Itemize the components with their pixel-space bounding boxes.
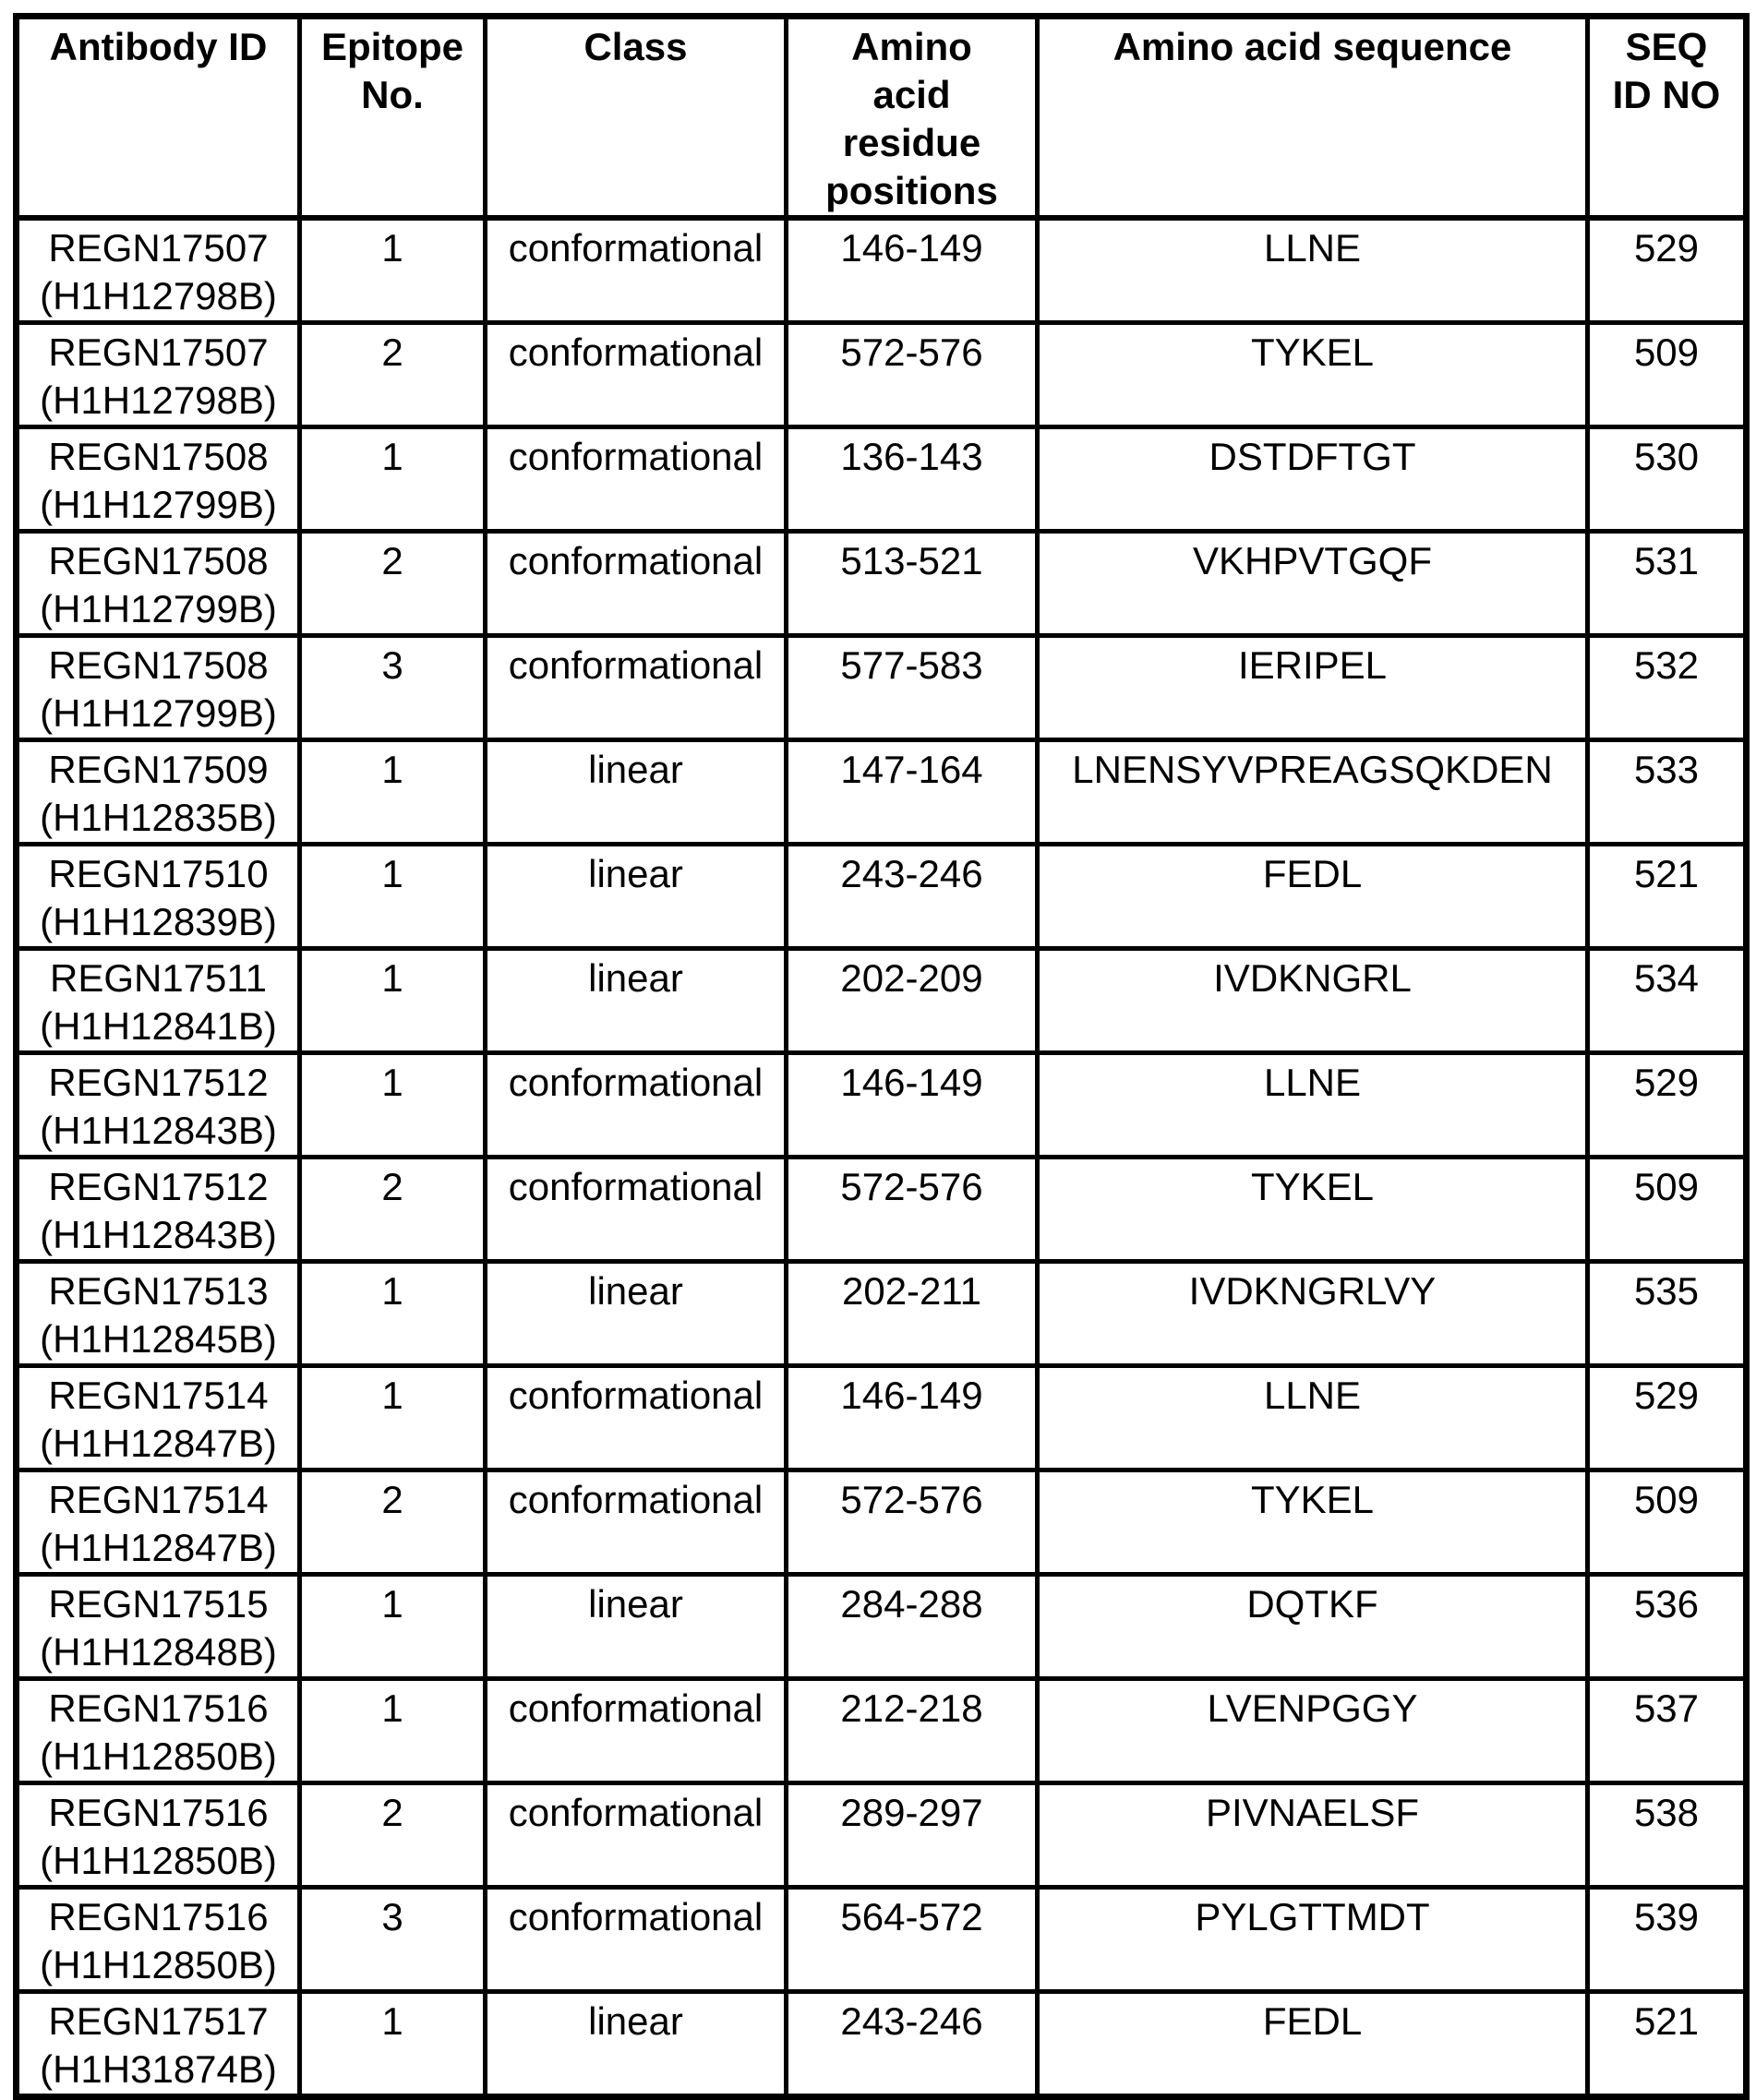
cell-residue-positions: 212-218 [787, 1679, 1038, 1783]
cell-antibody-id: REGN17511 (H1H12841B) [17, 949, 300, 1053]
table-row [17, 1158, 1747, 1262]
cell-amino-acid-sequence: LLNE [1038, 218, 1588, 323]
cell-epitope-no: 2 [300, 1158, 486, 1262]
cell-amino-acid-sequence: PIVNAELSF [1038, 1783, 1588, 1888]
column-header-antibody-id: Antibody ID [17, 17, 300, 219]
cell-amino-acid-sequence: FEDL [1038, 1992, 1588, 2097]
table-row [17, 1679, 1747, 1783]
table-row [17, 1888, 1747, 1992]
cell-class: conformational [486, 1783, 787, 1888]
cell-antibody-id: REGN17516 (H1H12850B) [17, 1679, 300, 1783]
cell-epitope-no: 3 [300, 636, 486, 740]
cell-epitope-no: 1 [300, 949, 486, 1053]
cell-residue-positions: 136-143 [787, 427, 1038, 532]
cell-antibody-id: REGN17514 (H1H12847B) [17, 1366, 300, 1470]
cell-residue-positions: 513-521 [787, 532, 1038, 636]
cell-epitope-no: 1 [300, 218, 486, 323]
table-row [17, 1262, 1747, 1366]
cell-antibody-id: REGN17515 (H1H12848B) [17, 1575, 300, 1679]
cell-antibody-id: REGN17508 (H1H12799B) [17, 427, 300, 532]
cell-antibody-id: REGN17507 (H1H12798B) [17, 218, 300, 323]
cell-epitope-no: 3 [300, 1888, 486, 1992]
table-row [17, 636, 1747, 740]
cell-amino-acid-sequence: DSTDFTGT [1038, 427, 1588, 532]
cell-residue-positions: 572-576 [787, 323, 1038, 427]
column-header-class: Class [486, 17, 787, 219]
cell-class: linear [486, 949, 787, 1053]
table-row [17, 1470, 1747, 1575]
column-header-seq-id-no: SEQ ID NO [1588, 17, 1747, 219]
cell-antibody-id: REGN17512 (H1H12843B) [17, 1158, 300, 1262]
cell-antibody-id: REGN17507 (H1H12798B) [17, 323, 300, 427]
cell-epitope-no: 2 [300, 1470, 486, 1575]
cell-amino-acid-sequence: DQTKF [1038, 1575, 1588, 1679]
cell-seq-id-no: 535 [1588, 1262, 1747, 1366]
cell-antibody-id: REGN17516 (H1H12850B) [17, 1783, 300, 1888]
cell-class: conformational [486, 1053, 787, 1158]
cell-class: conformational [486, 1158, 787, 1262]
cell-amino-acid-sequence: LVENPGGY [1038, 1679, 1588, 1783]
cell-seq-id-no: 521 [1588, 845, 1747, 949]
table-row [17, 218, 1747, 323]
cell-seq-id-no: 521 [1588, 1992, 1747, 2097]
cell-class: conformational [486, 1366, 787, 1470]
cell-seq-id-no: 534 [1588, 949, 1747, 1053]
cell-antibody-id: REGN17516 (H1H12850B) [17, 1888, 300, 1992]
cell-residue-positions: 202-211 [787, 1262, 1038, 1366]
cell-antibody-id: REGN17508 (H1H12799B) [17, 636, 300, 740]
cell-residue-positions: 572-576 [787, 1470, 1038, 1575]
cell-class: linear [486, 1992, 787, 2097]
epitope-table [13, 13, 1750, 2100]
cell-antibody-id: REGN17510 (H1H12839B) [17, 845, 300, 949]
cell-class: conformational [486, 427, 787, 532]
cell-seq-id-no: 530 [1588, 427, 1747, 532]
table-row [17, 427, 1747, 532]
cell-residue-positions: 577-583 [787, 636, 1038, 740]
cell-residue-positions: 564-572 [787, 1888, 1038, 1992]
cell-amino-acid-sequence: IVDKNGRL [1038, 949, 1588, 1053]
cell-class: linear [486, 845, 787, 949]
cell-seq-id-no: 509 [1588, 323, 1747, 427]
cell-amino-acid-sequence: FEDL [1038, 845, 1588, 949]
cell-class: conformational [486, 1470, 787, 1575]
table-row [17, 949, 1747, 1053]
cell-class: conformational [486, 1888, 787, 1992]
cell-amino-acid-sequence: PYLGTTMDT [1038, 1888, 1588, 1992]
table-row [17, 1575, 1747, 1679]
cell-class: conformational [486, 532, 787, 636]
cell-epitope-no: 1 [300, 1992, 486, 2097]
table-row [17, 323, 1747, 427]
cell-amino-acid-sequence: IERIPEL [1038, 636, 1588, 740]
cell-epitope-no: 2 [300, 1783, 486, 1888]
cell-residue-positions: 243-246 [787, 845, 1038, 949]
cell-amino-acid-sequence: IVDKNGRLVY [1038, 1262, 1588, 1366]
cell-residue-positions: 146-149 [787, 1053, 1038, 1158]
cell-antibody-id: REGN17514 (H1H12847B) [17, 1470, 300, 1575]
cell-epitope-no: 2 [300, 532, 486, 636]
table-body [17, 218, 1747, 2097]
cell-amino-acid-sequence: VKHPVTGQF [1038, 532, 1588, 636]
cell-amino-acid-sequence: TYKEL [1038, 1158, 1588, 1262]
table-row [17, 740, 1747, 845]
cell-epitope-no: 2 [300, 323, 486, 427]
table-row [17, 532, 1747, 636]
cell-antibody-id: REGN17508 (H1H12799B) [17, 532, 300, 636]
column-header-epitope-no: Epitope No. [300, 17, 486, 219]
cell-seq-id-no: 529 [1588, 1053, 1747, 1158]
cell-epitope-no: 1 [300, 427, 486, 532]
cell-epitope-no: 1 [300, 1262, 486, 1366]
cell-residue-positions: 284-288 [787, 1575, 1038, 1679]
cell-antibody-id: REGN17517 (H1H31874B) [17, 1992, 300, 2097]
cell-seq-id-no: 532 [1588, 636, 1747, 740]
header-row [17, 17, 1747, 219]
cell-residue-positions: 146-149 [787, 1366, 1038, 1470]
cell-amino-acid-sequence: LLNE [1038, 1053, 1588, 1158]
cell-epitope-no: 1 [300, 740, 486, 845]
cell-amino-acid-sequence: TYKEL [1038, 1470, 1588, 1575]
cell-antibody-id: REGN17512 (H1H12843B) [17, 1053, 300, 1158]
cell-seq-id-no: 509 [1588, 1158, 1747, 1262]
cell-seq-id-no: 529 [1588, 1366, 1747, 1470]
cell-class: linear [486, 740, 787, 845]
cell-antibody-id: REGN17513 (H1H12845B) [17, 1262, 300, 1366]
cell-residue-positions: 572-576 [787, 1158, 1038, 1262]
cell-seq-id-no: 537 [1588, 1679, 1747, 1783]
cell-seq-id-no: 533 [1588, 740, 1747, 845]
cell-amino-acid-sequence: LLNE [1038, 1366, 1588, 1470]
cell-seq-id-no: 529 [1588, 218, 1747, 323]
cell-amino-acid-sequence: LNENSYVPREAGSQKDEN [1038, 740, 1588, 845]
cell-epitope-no: 1 [300, 1366, 486, 1470]
cell-class: linear [486, 1575, 787, 1679]
cell-residue-positions: 147-164 [787, 740, 1038, 845]
table-row [17, 845, 1747, 949]
table-row [17, 1992, 1747, 2097]
table-row [17, 1366, 1747, 1470]
table-row [17, 1783, 1747, 1888]
cell-residue-positions: 146-149 [787, 218, 1038, 323]
cell-residue-positions: 243-246 [787, 1992, 1038, 2097]
cell-seq-id-no: 539 [1588, 1888, 1747, 1992]
cell-residue-positions: 202-209 [787, 949, 1038, 1053]
cell-epitope-no: 1 [300, 845, 486, 949]
cell-epitope-no: 1 [300, 1053, 486, 1158]
column-header-residue-positions: Amino acid residue positions [787, 17, 1038, 219]
cell-class: conformational [486, 636, 787, 740]
cell-seq-id-no: 538 [1588, 1783, 1747, 1888]
cell-seq-id-no: 531 [1588, 532, 1747, 636]
cell-residue-positions: 289-297 [787, 1783, 1038, 1888]
cell-antibody-id: REGN17509 (H1H12835B) [17, 740, 300, 845]
cell-class: conformational [486, 1679, 787, 1783]
table-header [17, 17, 1747, 219]
cell-amino-acid-sequence: TYKEL [1038, 323, 1588, 427]
column-header-amino-acid-sequence: Amino acid sequence [1038, 17, 1588, 219]
cell-class: conformational [486, 218, 787, 323]
cell-epitope-no: 1 [300, 1679, 486, 1783]
cell-class: conformational [486, 323, 787, 427]
cell-epitope-no: 1 [300, 1575, 486, 1679]
cell-seq-id-no: 509 [1588, 1470, 1747, 1575]
table-row [17, 1053, 1747, 1158]
cell-seq-id-no: 536 [1588, 1575, 1747, 1679]
cell-class: linear [486, 1262, 787, 1366]
